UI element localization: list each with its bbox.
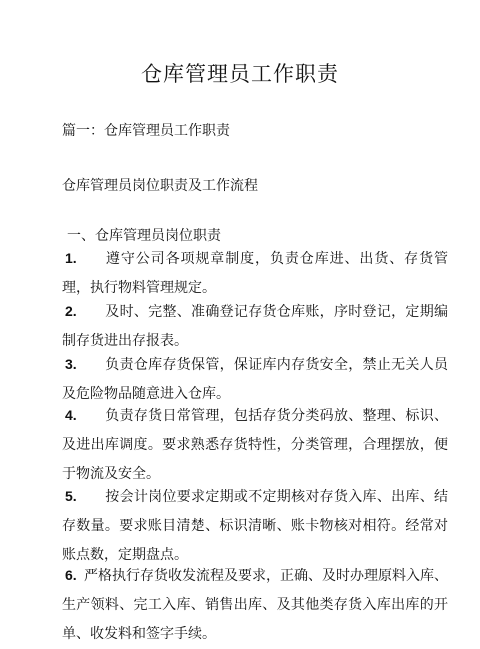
item-number: 1. [65,250,77,266]
section-heading: 一、仓库管理员岗位职责 [67,228,221,244]
item-text: 负责存货日常管理，包括存货分类码放、整理、标识、及进出库调度。要求熟悉存货特性，分类管理，合理摆放，便于物流及安全。 [62,408,448,482]
item-number: 2. [65,303,77,319]
subheading-chapter: 篇一：仓库管理员工作职责 [62,123,230,139]
item-number: 3. [65,356,77,372]
item-number: 5. [65,488,77,504]
item-number: 4. [65,407,77,423]
item-number: 6. [65,567,77,583]
duty-item-1 [62,244,448,303]
item-text: 负责仓库存货保管，保证库内存货安全，禁止无关人员及危险物品随意进入仓库。 [62,357,448,402]
subheading-topic: 仓库管理员岗位职责及工作流程 [62,178,258,194]
item-text: 及时、完整、准确登记存货仓库账，序时登记，定期编制存货进出存报表。 [62,304,448,349]
document-title: 仓库管理员工作职责 [141,62,339,86]
item-text: 按会计岗位要求定期或不定期核对存货入库、出库、结存数量。要求账目清楚、标识清晰、账卡物核对相符。经常对账点数，定期盘点。 [62,489,448,563]
item-text: 严格执行存货收发流程及要求，正确、及时办理原料入库、生产领料、完工入库、销售出库、及其他类存货入库出库的开单、收发料和签字手续。 [62,568,448,642]
duty-item-5 [62,482,448,570]
duty-item-2 [62,297,448,356]
item-text: 遵守公司各项规章制度，负责仓库进、出货、存货管理，执行物料管理规定。 [62,251,448,296]
duty-item-6 [62,561,448,649]
duty-item-4 [62,401,448,489]
